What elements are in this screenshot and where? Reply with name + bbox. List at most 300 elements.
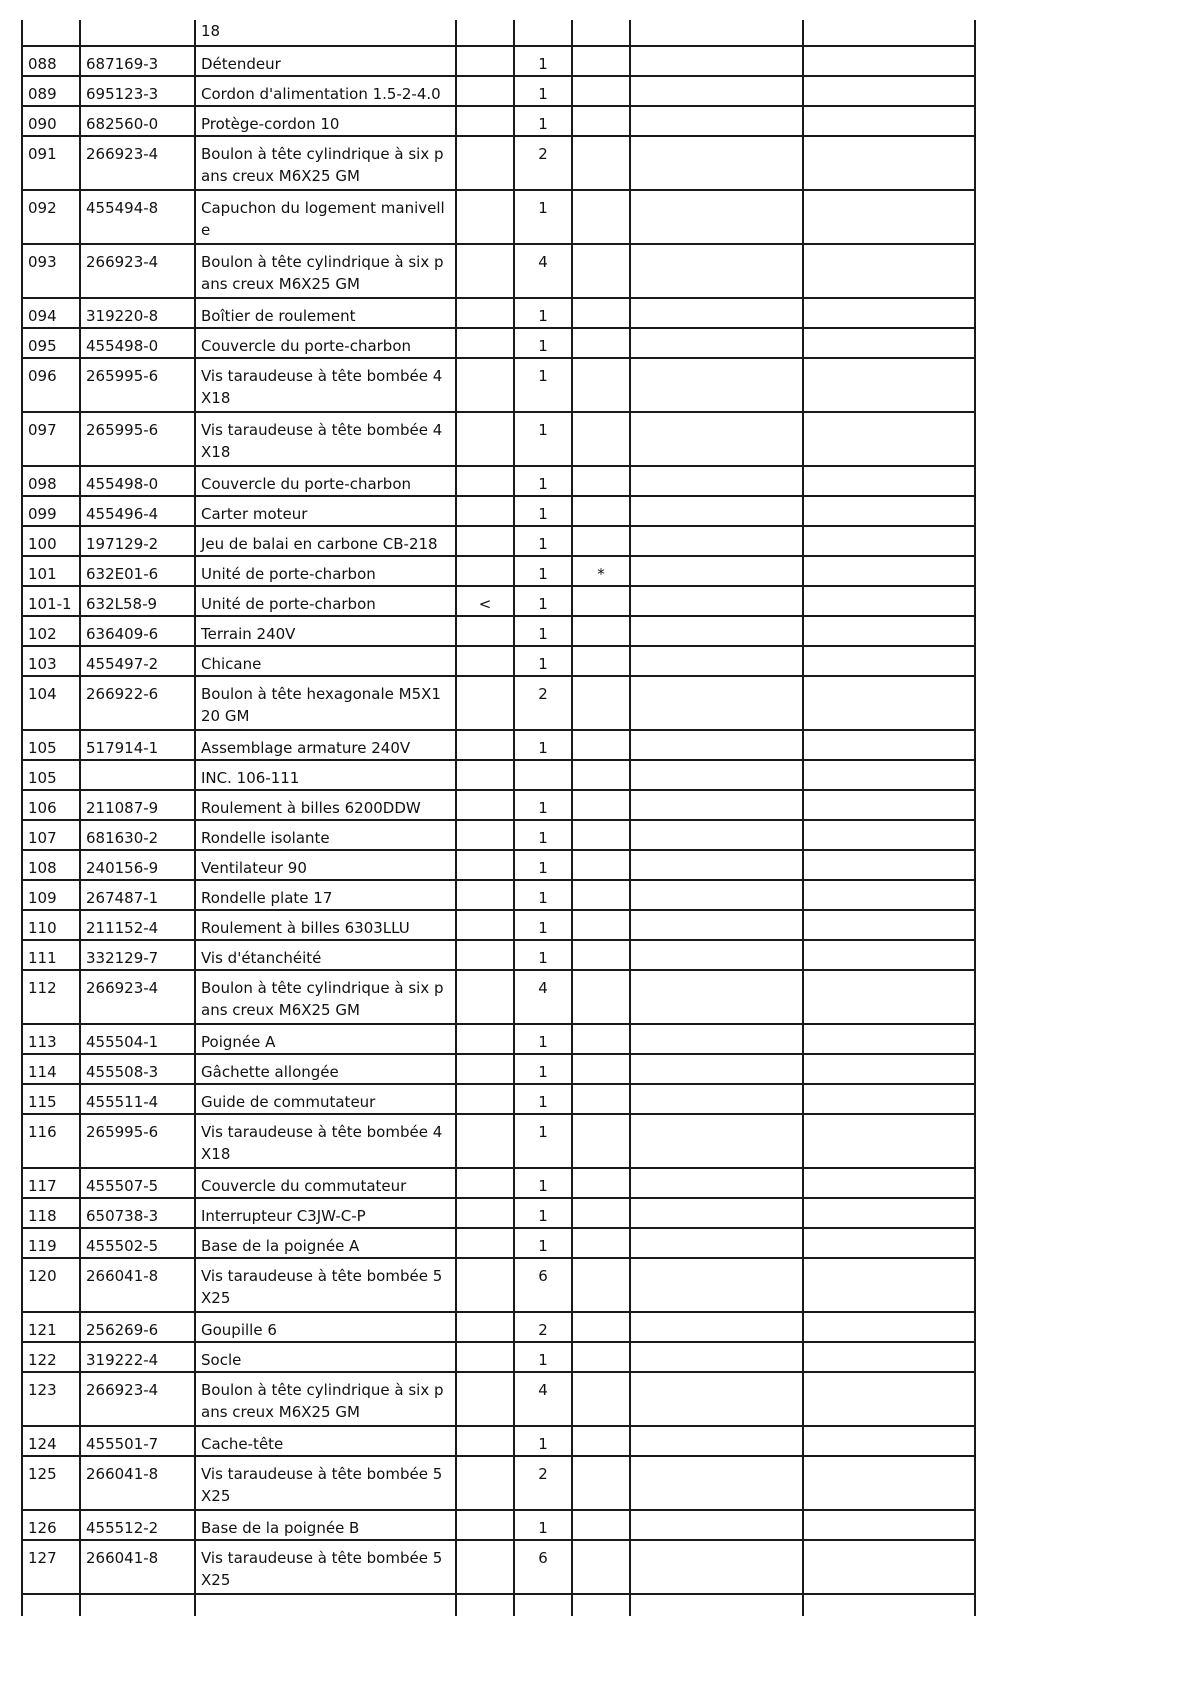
cell-note bbox=[572, 1540, 630, 1594]
cell-blank-b bbox=[803, 646, 975, 676]
cell-blank-b bbox=[803, 1024, 975, 1054]
cell-description: INC. 106-111 bbox=[195, 760, 456, 790]
cell-item: 091 bbox=[22, 136, 80, 190]
cell-blank-b bbox=[803, 1372, 975, 1426]
cell-blank-a bbox=[630, 616, 803, 646]
cell-item: 118 bbox=[22, 1198, 80, 1228]
cell-description: Unité de porte-charbon bbox=[195, 586, 456, 616]
cell-note bbox=[572, 190, 630, 244]
table-row bbox=[22, 496, 975, 526]
cell-quantity: 1 bbox=[514, 556, 572, 586]
cell-blank-b bbox=[803, 1456, 975, 1510]
cell-change-flag: < bbox=[456, 586, 514, 616]
cell-blank-a bbox=[630, 646, 803, 676]
cell-item: 101 bbox=[22, 556, 80, 586]
cell-item: 097 bbox=[22, 412, 80, 466]
cell-blank-b bbox=[803, 616, 975, 646]
cell-item: 100 bbox=[22, 526, 80, 556]
cell-description: Gâchette allongée bbox=[195, 1054, 456, 1084]
cell-item: 090 bbox=[22, 106, 80, 136]
cell-blank-b bbox=[803, 526, 975, 556]
cell-description: Ventilateur 90 bbox=[195, 850, 456, 880]
cell-blank-a bbox=[630, 46, 803, 76]
cell-description: Boîtier de roulement bbox=[195, 298, 456, 328]
table-row bbox=[22, 1024, 975, 1054]
cell-item: 088 bbox=[22, 46, 80, 76]
cell-description: Guide de commutateur bbox=[195, 1084, 456, 1114]
cell-part-number: 211087-9 bbox=[80, 790, 195, 820]
cell-note bbox=[572, 328, 630, 358]
cell-change-flag bbox=[456, 358, 514, 412]
table-row bbox=[22, 1258, 975, 1312]
cell-note bbox=[572, 1594, 630, 1616]
table-row bbox=[22, 328, 975, 358]
cell-part-number: 265995-6 bbox=[80, 1114, 195, 1168]
cell-blank-b bbox=[803, 1198, 975, 1228]
cell-blank-a bbox=[630, 526, 803, 556]
cell-description: Protège-cordon 10 bbox=[195, 106, 456, 136]
cell-blank-a bbox=[630, 1024, 803, 1054]
cell-description: Assemblage armature 240V bbox=[195, 730, 456, 760]
cell-change-flag bbox=[456, 1312, 514, 1342]
cell-note bbox=[572, 1258, 630, 1312]
cell-description: Interrupteur C3JW-C-P bbox=[195, 1198, 456, 1228]
cell-note bbox=[572, 586, 630, 616]
cell-quantity: 2 bbox=[514, 1312, 572, 1342]
cell-note bbox=[572, 616, 630, 646]
cell-part-number: 650738-3 bbox=[80, 1198, 195, 1228]
cell-description: Boulon à tête cylindrique à six pans creux M6X25 GM bbox=[195, 1372, 456, 1426]
cell-note bbox=[572, 1114, 630, 1168]
cell-note bbox=[572, 412, 630, 466]
cell-quantity: 4 bbox=[514, 244, 572, 298]
cell-item: 124 bbox=[22, 1426, 80, 1456]
cell-quantity: 1 bbox=[514, 880, 572, 910]
cell-blank-a bbox=[630, 1372, 803, 1426]
cell-quantity: 4 bbox=[514, 970, 572, 1024]
cell-blank-b bbox=[803, 850, 975, 880]
cell-note bbox=[572, 790, 630, 820]
cell-blank-b bbox=[803, 790, 975, 820]
cell-quantity: 1 bbox=[514, 910, 572, 940]
cell-note bbox=[572, 244, 630, 298]
cell-part-number: 455511-4 bbox=[80, 1084, 195, 1114]
cell-blank-a bbox=[630, 850, 803, 880]
cell-part-number: 267487-1 bbox=[80, 880, 195, 910]
cell-part-number: 265995-6 bbox=[80, 358, 195, 412]
cell-description: Roulement à billes 6200DDW bbox=[195, 790, 456, 820]
cell-part-number: 266041-8 bbox=[80, 1456, 195, 1510]
parts-table-body bbox=[22, 20, 975, 1616]
cell-blank-b bbox=[803, 244, 975, 298]
cell-blank-a bbox=[630, 676, 803, 730]
cell-blank-b bbox=[803, 880, 975, 910]
cell-note bbox=[572, 1168, 630, 1198]
cell-change-flag bbox=[456, 820, 514, 850]
cell-change-flag bbox=[456, 676, 514, 730]
cell-change-flag bbox=[456, 730, 514, 760]
cell-part-number bbox=[80, 760, 195, 790]
cell-blank-b bbox=[803, 820, 975, 850]
cell-description: Unité de porte-charbon bbox=[195, 556, 456, 586]
cell-item: 112 bbox=[22, 970, 80, 1024]
cell-blank-b bbox=[803, 676, 975, 730]
cell-quantity: 1 bbox=[514, 1228, 572, 1258]
table-row bbox=[22, 106, 975, 136]
table-row bbox=[22, 1198, 975, 1228]
cell-part-number: 332129-7 bbox=[80, 940, 195, 970]
cell-blank-b bbox=[803, 358, 975, 412]
cell-quantity: 1 bbox=[514, 646, 572, 676]
cell-note bbox=[572, 910, 630, 940]
cell-change-flag bbox=[456, 1024, 514, 1054]
table-row bbox=[22, 970, 975, 1024]
cell-description: Vis taraudeuse à tête bombée 5X25 bbox=[195, 1456, 456, 1510]
table-row-continuation bbox=[22, 20, 975, 46]
cell-blank-a bbox=[630, 412, 803, 466]
cell-change-flag bbox=[456, 328, 514, 358]
cell-note bbox=[572, 1372, 630, 1426]
cell-part-number: 455504-1 bbox=[80, 1024, 195, 1054]
table-row bbox=[22, 358, 975, 412]
cell-change-flag bbox=[456, 106, 514, 136]
table-row bbox=[22, 1372, 975, 1426]
cell-note bbox=[572, 46, 630, 76]
cell-note bbox=[572, 466, 630, 496]
cell-blank-a bbox=[630, 1540, 803, 1594]
cell-blank-b bbox=[803, 1168, 975, 1198]
cell-blank-a bbox=[630, 106, 803, 136]
cell-item: 120 bbox=[22, 1258, 80, 1312]
cell-blank-b bbox=[803, 1054, 975, 1084]
cell-blank-a bbox=[630, 880, 803, 910]
cell-description: Terrain 240V bbox=[195, 616, 456, 646]
cell-item: 119 bbox=[22, 1228, 80, 1258]
table-row bbox=[22, 526, 975, 556]
table-row bbox=[22, 940, 975, 970]
table-row bbox=[22, 76, 975, 106]
cell-blank-a bbox=[630, 298, 803, 328]
cell-part-number: 455497-2 bbox=[80, 646, 195, 676]
table-row bbox=[22, 1312, 975, 1342]
cell-quantity: 1 bbox=[514, 1084, 572, 1114]
cell-blank-a bbox=[630, 1198, 803, 1228]
cell-change-flag bbox=[456, 190, 514, 244]
cell-blank-b bbox=[803, 20, 975, 46]
cell-quantity: 1 bbox=[514, 790, 572, 820]
cell-change-flag bbox=[456, 1372, 514, 1426]
cell-description: Vis taraudeuse à tête bombée 4X18 bbox=[195, 358, 456, 412]
cell-change-flag bbox=[456, 1540, 514, 1594]
cell-description: Détendeur bbox=[195, 46, 456, 76]
cell-part-number: 211152-4 bbox=[80, 910, 195, 940]
cell-part-number: 455498-0 bbox=[80, 328, 195, 358]
cell-note bbox=[572, 1228, 630, 1258]
cell-note bbox=[572, 646, 630, 676]
cell-blank-b bbox=[803, 1540, 975, 1594]
cell-blank-b bbox=[803, 760, 975, 790]
cell-quantity: 1 bbox=[514, 1510, 572, 1540]
cell-quantity: 1 bbox=[514, 616, 572, 646]
cell-blank-a bbox=[630, 820, 803, 850]
cell-quantity: 1 bbox=[514, 526, 572, 556]
cell-blank-a bbox=[630, 358, 803, 412]
cell-part-number: 636409-6 bbox=[80, 616, 195, 646]
cell-item bbox=[22, 20, 80, 46]
cell-part-number bbox=[80, 1594, 195, 1616]
cell-part-number: 455507-5 bbox=[80, 1168, 195, 1198]
cell-blank-b bbox=[803, 1312, 975, 1342]
cell-description: Couvercle du porte-charbon bbox=[195, 328, 456, 358]
cell-part-number: 266922-6 bbox=[80, 676, 195, 730]
cell-part-number: 681630-2 bbox=[80, 820, 195, 850]
cell-note bbox=[572, 496, 630, 526]
cell-blank-b bbox=[803, 46, 975, 76]
cell-part-number: 695123-3 bbox=[80, 76, 195, 106]
cell-change-flag bbox=[456, 244, 514, 298]
cell-description: Vis d'étanchéité bbox=[195, 940, 456, 970]
cell-note bbox=[572, 20, 630, 46]
table-row bbox=[22, 910, 975, 940]
table-row bbox=[22, 1168, 975, 1198]
cell-change-flag bbox=[456, 412, 514, 466]
cell-quantity bbox=[514, 20, 572, 46]
cell-blank-a bbox=[630, 910, 803, 940]
table-row bbox=[22, 556, 975, 586]
table-row bbox=[22, 1540, 975, 1594]
table-row bbox=[22, 1054, 975, 1084]
cell-quantity: 1 bbox=[514, 1426, 572, 1456]
cell-blank-b bbox=[803, 136, 975, 190]
cell-part-number: 266041-8 bbox=[80, 1258, 195, 1312]
cell-quantity: 1 bbox=[514, 850, 572, 880]
cell-quantity: 1 bbox=[514, 466, 572, 496]
cell-note bbox=[572, 1456, 630, 1510]
cell-quantity: 1 bbox=[514, 1198, 572, 1228]
table-row bbox=[22, 850, 975, 880]
cell-quantity: 1 bbox=[514, 412, 572, 466]
cell-item: 122 bbox=[22, 1342, 80, 1372]
cell-blank-b bbox=[803, 190, 975, 244]
cell-blank-b bbox=[803, 412, 975, 466]
cell-blank-a bbox=[630, 244, 803, 298]
cell-quantity bbox=[514, 1594, 572, 1616]
cell-item: 113 bbox=[22, 1024, 80, 1054]
cell-item: 103 bbox=[22, 646, 80, 676]
cell-quantity: 1 bbox=[514, 1114, 572, 1168]
cell-change-flag bbox=[456, 1510, 514, 1540]
cell-item: 111 bbox=[22, 940, 80, 970]
cell-blank-b bbox=[803, 556, 975, 586]
cell-item: 096 bbox=[22, 358, 80, 412]
cell-quantity: 4 bbox=[514, 1372, 572, 1426]
cell-note bbox=[572, 1054, 630, 1084]
cell-item: 125 bbox=[22, 1456, 80, 1510]
cell-item: 105 bbox=[22, 730, 80, 760]
table-row bbox=[22, 1228, 975, 1258]
parts-list-sheet bbox=[21, 20, 974, 1616]
table-row bbox=[22, 880, 975, 910]
cell-blank-a bbox=[630, 328, 803, 358]
cell-blank-b bbox=[803, 466, 975, 496]
cell-description: Base de la poignée A bbox=[195, 1228, 456, 1258]
cell-quantity: 6 bbox=[514, 1540, 572, 1594]
cell-description: Carter moteur bbox=[195, 496, 456, 526]
cell-quantity: 1 bbox=[514, 820, 572, 850]
table-row bbox=[22, 790, 975, 820]
cell-description: Cordon d'alimentation 1.5-2-4.0 bbox=[195, 76, 456, 106]
cell-change-flag bbox=[456, 616, 514, 646]
cell-blank-a bbox=[630, 1594, 803, 1616]
cell-quantity: 1 bbox=[514, 730, 572, 760]
cell-note bbox=[572, 1024, 630, 1054]
cell-part-number: 632E01-6 bbox=[80, 556, 195, 586]
cell-item: 095 bbox=[22, 328, 80, 358]
cell-blank-a bbox=[630, 1228, 803, 1258]
cell-description: 18 bbox=[195, 20, 456, 46]
cell-note bbox=[572, 298, 630, 328]
cell-item: 105 bbox=[22, 760, 80, 790]
cell-part-number: 455498-0 bbox=[80, 466, 195, 496]
table-row bbox=[22, 730, 975, 760]
cell-description: Socle bbox=[195, 1342, 456, 1372]
cell-blank-b bbox=[803, 1510, 975, 1540]
cell-description bbox=[195, 1594, 456, 1616]
cell-quantity: 1 bbox=[514, 328, 572, 358]
cell-change-flag bbox=[456, 850, 514, 880]
cell-item: 101-1 bbox=[22, 586, 80, 616]
cell-item: 110 bbox=[22, 910, 80, 940]
cell-blank-b bbox=[803, 1228, 975, 1258]
cell-part-number: 455494-8 bbox=[80, 190, 195, 244]
cell-item: 121 bbox=[22, 1312, 80, 1342]
table-row bbox=[22, 820, 975, 850]
cell-part-number: 266923-4 bbox=[80, 1372, 195, 1426]
cell-change-flag bbox=[456, 20, 514, 46]
cell-part-number: 319222-4 bbox=[80, 1342, 195, 1372]
table-row bbox=[22, 1456, 975, 1510]
cell-change-flag bbox=[456, 556, 514, 586]
cell-change-flag bbox=[456, 466, 514, 496]
cell-note bbox=[572, 1342, 630, 1372]
cell-change-flag bbox=[456, 1342, 514, 1372]
cell-part-number: 197129-2 bbox=[80, 526, 195, 556]
cell-blank-a bbox=[630, 1426, 803, 1456]
cell-change-flag bbox=[456, 790, 514, 820]
cell-quantity bbox=[514, 760, 572, 790]
cell-change-flag bbox=[456, 298, 514, 328]
cell-item: 126 bbox=[22, 1510, 80, 1540]
cell-part-number: 266923-4 bbox=[80, 244, 195, 298]
cell-change-flag bbox=[456, 1114, 514, 1168]
table-row bbox=[22, 760, 975, 790]
cell-note bbox=[572, 526, 630, 556]
cell-change-flag bbox=[456, 760, 514, 790]
cell-quantity: 1 bbox=[514, 46, 572, 76]
cell-note bbox=[572, 1084, 630, 1114]
table-row bbox=[22, 646, 975, 676]
cell-blank-b bbox=[803, 1258, 975, 1312]
cell-note bbox=[572, 676, 630, 730]
table-row bbox=[22, 412, 975, 466]
cell-description: Vis taraudeuse à tête bombée 4X18 bbox=[195, 1114, 456, 1168]
cell-blank-b bbox=[803, 1594, 975, 1616]
cell-description: Rondelle plate 17 bbox=[195, 880, 456, 910]
cell-blank-b bbox=[803, 970, 975, 1024]
cell-description: Capuchon du logement manivelle bbox=[195, 190, 456, 244]
cell-quantity: 1 bbox=[514, 358, 572, 412]
cell-blank-a bbox=[630, 790, 803, 820]
cell-item: 116 bbox=[22, 1114, 80, 1168]
cell-blank-a bbox=[630, 76, 803, 106]
cell-note bbox=[572, 1312, 630, 1342]
cell-item: 123 bbox=[22, 1372, 80, 1426]
cell-quantity: 1 bbox=[514, 190, 572, 244]
table-row bbox=[22, 244, 975, 298]
cell-blank-a bbox=[630, 760, 803, 790]
cell-note bbox=[572, 730, 630, 760]
cell-change-flag bbox=[456, 496, 514, 526]
cell-item: 102 bbox=[22, 616, 80, 646]
cell-blank-a bbox=[630, 1510, 803, 1540]
cell-quantity: 2 bbox=[514, 1456, 572, 1510]
cell-note bbox=[572, 1510, 630, 1540]
cell-description: Couvercle du commutateur bbox=[195, 1168, 456, 1198]
cell-change-flag bbox=[456, 136, 514, 190]
cell-blank-b bbox=[803, 1342, 975, 1372]
cell-quantity: 1 bbox=[514, 106, 572, 136]
cell-note: * bbox=[572, 556, 630, 586]
cell-blank-b bbox=[803, 730, 975, 760]
cell-description: Boulon à tête cylindrique à six pans creux M6X25 GM bbox=[195, 244, 456, 298]
cell-item: 104 bbox=[22, 676, 80, 730]
cell-blank-a bbox=[630, 556, 803, 586]
cell-blank-a bbox=[630, 466, 803, 496]
cell-blank-b bbox=[803, 76, 975, 106]
cell-change-flag bbox=[456, 1426, 514, 1456]
cell-change-flag bbox=[456, 1594, 514, 1616]
cell-part-number: 687169-3 bbox=[80, 46, 195, 76]
cell-quantity: 1 bbox=[514, 1054, 572, 1084]
cell-blank-b bbox=[803, 910, 975, 940]
cell-note bbox=[572, 136, 630, 190]
cell-quantity: 2 bbox=[514, 676, 572, 730]
cell-quantity: 1 bbox=[514, 298, 572, 328]
table-row bbox=[22, 136, 975, 190]
cell-blank-b bbox=[803, 496, 975, 526]
cell-blank-b bbox=[803, 328, 975, 358]
cell-description: Goupille 6 bbox=[195, 1312, 456, 1342]
cell-blank-b bbox=[803, 1084, 975, 1114]
table-row bbox=[22, 1510, 975, 1540]
cell-description: Couvercle du porte-charbon bbox=[195, 466, 456, 496]
cell-item: 089 bbox=[22, 76, 80, 106]
cell-part-number: 517914-1 bbox=[80, 730, 195, 760]
cell-part-number: 266923-4 bbox=[80, 970, 195, 1024]
cell-quantity: 1 bbox=[514, 496, 572, 526]
cell-part-number: 455512-2 bbox=[80, 1510, 195, 1540]
cell-blank-a bbox=[630, 496, 803, 526]
cell-description: Vis taraudeuse à tête bombée 5X25 bbox=[195, 1258, 456, 1312]
cell-note bbox=[572, 940, 630, 970]
cell-note bbox=[572, 1426, 630, 1456]
cell-blank-a bbox=[630, 1114, 803, 1168]
cell-description: Poignée A bbox=[195, 1024, 456, 1054]
cell-part-number: 682560-0 bbox=[80, 106, 195, 136]
cell-item: 115 bbox=[22, 1084, 80, 1114]
cell-note bbox=[572, 106, 630, 136]
cell-blank-a bbox=[630, 1312, 803, 1342]
